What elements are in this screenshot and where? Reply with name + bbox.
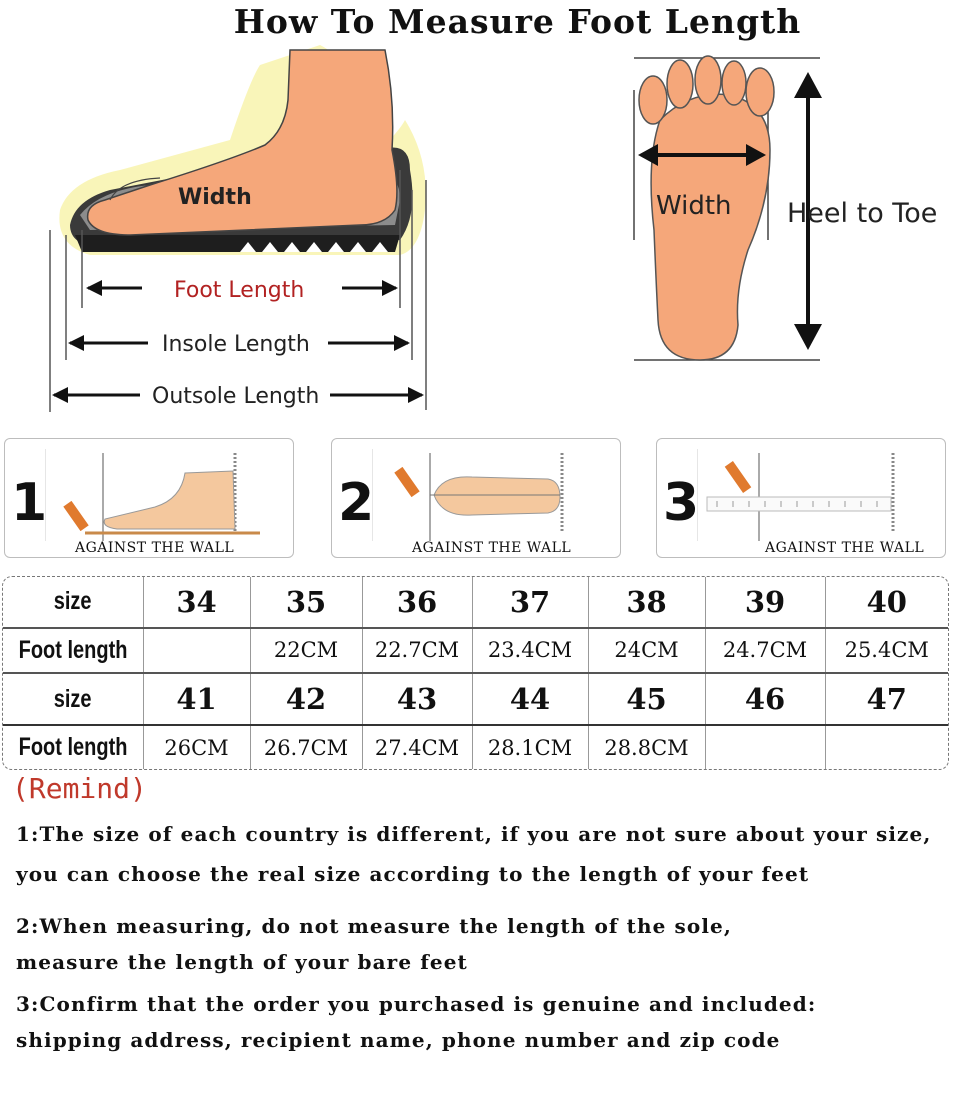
- length-cell: 26CM: [143, 725, 250, 769]
- foot-length-header-cell: Foot length: [3, 628, 143, 673]
- outsole-length-label: Outsole Length: [152, 384, 320, 409]
- heel-to-toe-label: Heel to Toe: [787, 198, 938, 229]
- size-cell: 41: [143, 673, 250, 725]
- length-cell: [825, 725, 948, 769]
- length-cell: 28.1CM: [472, 725, 588, 769]
- length-cell: 28.8CM: [588, 725, 705, 769]
- remind-line-1: 1:The size of each country is different, if you are not sure about your size,: [16, 822, 932, 846]
- remind-line-3: 2:When measuring, do not measure the length of the sole,: [16, 914, 732, 938]
- length-cell: [705, 725, 825, 769]
- length-cell: 27.4CM: [362, 725, 472, 769]
- size-cell: 42: [250, 673, 362, 725]
- step-2-caption: AGAINST THE WALL: [412, 540, 572, 556]
- step-1-panel: [4, 438, 294, 558]
- step-3-panel: [656, 438, 946, 558]
- insole-length-label: Insole Length: [162, 332, 310, 357]
- table-row-sizes-1: [3, 577, 948, 628]
- size-cell: 47: [825, 673, 948, 725]
- remind-line-6: shipping address, recipient name, phone number and zip code: [16, 1028, 781, 1052]
- step-3-caption: AGAINST THE WALL: [765, 540, 925, 556]
- step-1-illustration: [45, 449, 285, 541]
- side-foot-diagram: [0, 40, 470, 420]
- page-title: How To Measure Foot Length: [233, 2, 802, 41]
- foot-sole: [651, 94, 770, 360]
- size-cell: 43: [362, 673, 472, 725]
- length-cell: 26.7CM: [250, 725, 362, 769]
- foot-length-header-cell: Foot length: [3, 725, 143, 769]
- size-header-cell: size: [3, 577, 143, 628]
- length-cell: 24.7CM: [705, 628, 825, 673]
- sole-width-label: Width: [656, 191, 732, 221]
- foot-length-label: Foot Length: [174, 278, 305, 303]
- length-cell: 24CM: [588, 628, 705, 673]
- step-3-illustration: [697, 449, 937, 541]
- step-2-illustration: [372, 449, 612, 541]
- table-row-sizes-2: [3, 673, 948, 725]
- table-row-lengths-1: [3, 628, 948, 673]
- size-cell: 37: [472, 577, 588, 628]
- sole-foot-diagram: [620, 50, 960, 370]
- size-cell: 35: [250, 577, 362, 628]
- step-2-number: 2: [338, 473, 375, 533]
- size-cell: 34: [143, 577, 250, 628]
- remind-line-2: you can choose the real size according to the length of your feet: [16, 862, 810, 886]
- table-row-lengths-2: [3, 725, 948, 769]
- length-cell: [143, 628, 250, 673]
- size-header-cell: size: [3, 673, 143, 725]
- size-cell: 40: [825, 577, 948, 628]
- step-1-number: 1: [11, 473, 48, 533]
- step-2-panel: [331, 438, 621, 558]
- width-label: Width: [178, 185, 252, 210]
- length-cell: 25.4CM: [825, 628, 948, 673]
- remind-title: (Remind): [12, 772, 147, 805]
- step-1-caption: AGAINST THE WALL: [75, 540, 235, 556]
- size-cell: 36: [362, 577, 472, 628]
- size-chart-table: [2, 576, 949, 770]
- size-cell: 39: [705, 577, 825, 628]
- length-cell: 23.4CM: [472, 628, 588, 673]
- size-cell: 44: [472, 673, 588, 725]
- length-cell: 22.7CM: [362, 628, 472, 673]
- remind-line-4: measure the length of your bare feet: [16, 950, 468, 974]
- length-cell: 22CM: [250, 628, 362, 673]
- size-cell: 45: [588, 673, 705, 725]
- step-3-number: 3: [663, 473, 700, 533]
- remind-line-5: 3:Confirm that the order you purchased is genuine and included:: [16, 992, 817, 1016]
- size-cell: 46: [705, 673, 825, 725]
- size-cell: 38: [588, 577, 705, 628]
